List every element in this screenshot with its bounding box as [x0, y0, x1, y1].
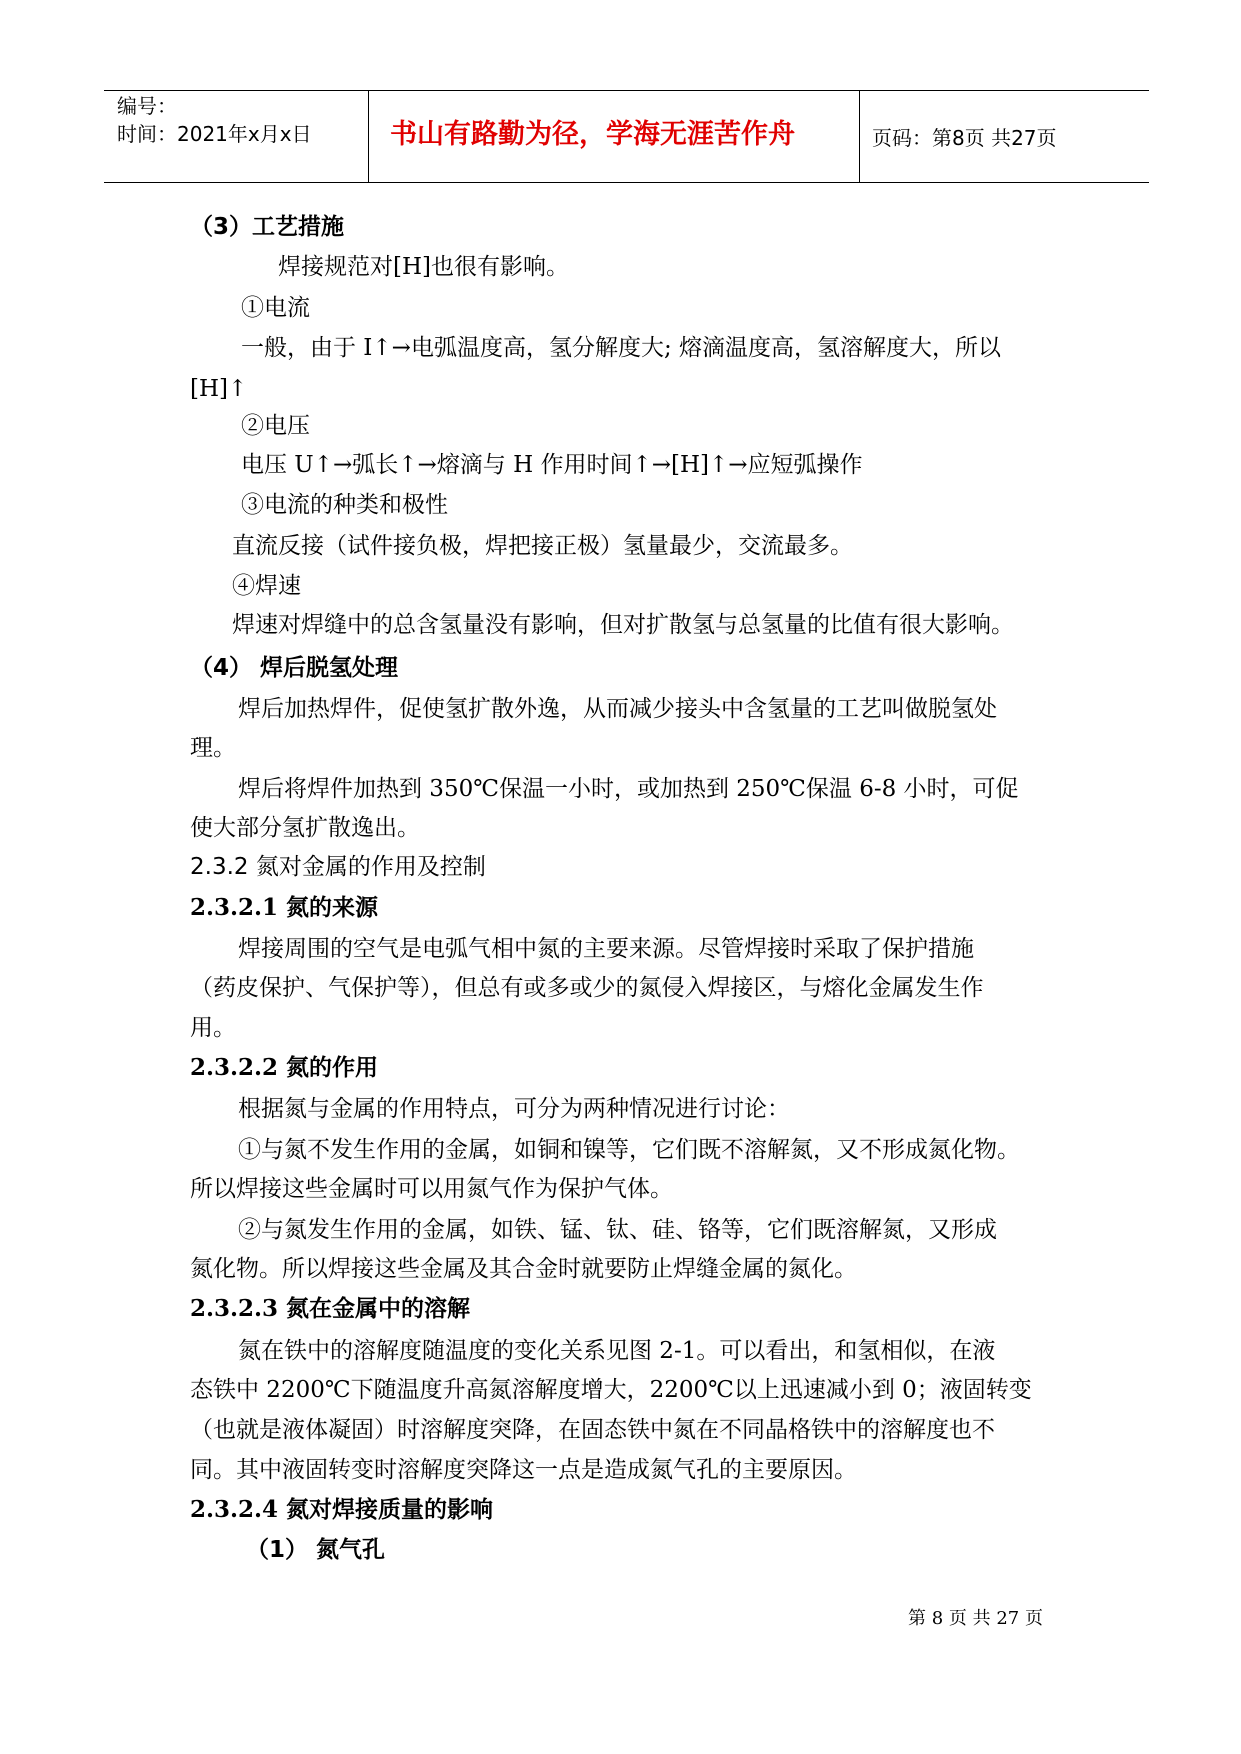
header-page-code: 页码：第8页 共27页 — [872, 126, 1057, 150]
para-line: 态铁中 2200℃下随温度升高氮溶解度增大，2200℃以上迅速减小到 0；液固转变 — [190, 1377, 1032, 1403]
header-divider-right — [859, 90, 860, 182]
para-line: 直流反接（试件接负极，焊把接正极）氢量最少，交流最多。 — [232, 533, 853, 559]
section-heading-2-3-2: 2.3.2 氮对金属的作用及控制 — [190, 854, 486, 880]
para-line: 用。 — [190, 1015, 236, 1041]
item-welding-speed: ④焊速 — [232, 573, 301, 599]
header-divider-left — [368, 90, 369, 182]
heading-dehydrogenation: （4） 焊后脱氢处理 — [190, 655, 399, 681]
para-line: 氮在铁中的溶解度随温度的变化关系见图 2-1。可以看出，和氢相似，在液 — [238, 1338, 996, 1364]
header-number-label: 编号： — [117, 94, 177, 118]
header-top-rule — [104, 90, 1149, 91]
para-line: 所以焊接这些金属时可以用氮气作为保护气体。 — [190, 1176, 673, 1202]
para-line: 电压 U↑→弧长↑→熔滴与 H 作用时间↑→[H]↑→应短弧操作 — [241, 452, 863, 478]
para-line: 焊速对焊缝中的总含氢量没有影响，但对扩散氢与总氢量的比值有很大影响。 — [232, 612, 1014, 638]
header-motto: 书山有路勤为径，学海无涯苦作舟 — [390, 119, 795, 150]
subsection-heading-2-3-2-2: 2.3.2.2 氮的作用 — [190, 1054, 379, 1081]
para-line: （药皮保护、气保护等），但总有或多或少的氮侵入焊接区，与熔化金属发生作 — [190, 975, 984, 1001]
para-line: ①与氮不发生作用的金属，如铜和镍等，它们既不溶解氮，又不形成氮化物。 — [238, 1137, 1020, 1163]
para-line: 焊接规范对[H]也很有影响。 — [278, 254, 570, 280]
header-time-label: 时间：2021年x月x日 — [117, 122, 312, 146]
para-line: 根据氮与金属的作用特点，可分为两种情况进行讨论： — [238, 1096, 790, 1122]
para-line: 焊接周围的空气是电弧气相中氮的主要来源。尽管焊接时采取了保护措施 — [238, 936, 974, 962]
para-line: 焊后将焊件加热到 350℃保温一小时，或加热到 250℃保温 6-8 小时，可促 — [238, 776, 1019, 802]
subsection-heading-2-3-2-3: 2.3.2.3 氮在金属中的溶解 — [190, 1295, 471, 1322]
para-line: 理。 — [190, 735, 236, 761]
para-line: 焊后加热焊件，促使氢扩散外逸，从而减少接头中含氢量的工艺叫做脱氢处 — [238, 696, 997, 722]
para-line: ②与氮发生作用的金属，如铁、锰、钛、硅、铬等，它们既溶解氮，又形成 — [238, 1217, 997, 1243]
para-line: 使大部分氢扩散逸出。 — [190, 815, 420, 841]
para-line: 氮化物。所以焊接这些金属及其合金时就要防止焊缝金属的氮化。 — [190, 1256, 857, 1282]
para-line: 同。其中液固转变时溶解度突降这一点是造成氮气孔的主要原因。 — [190, 1457, 857, 1483]
header-bottom-rule — [104, 182, 1149, 183]
item-nitrogen-porosity: （1） 氮气孔 — [246, 1537, 386, 1563]
para-line: （也就是液体凝固）时溶解度突降，在固态铁中氮在不同晶格铁中的溶解度也不 — [190, 1417, 995, 1443]
item-voltage: ②电压 — [241, 413, 310, 439]
para-line: [H]↑ — [190, 376, 248, 402]
subsection-heading-2-3-2-4: 2.3.2.4 氮对焊接质量的影响 — [190, 1496, 494, 1523]
item-current: ①电流 — [241, 295, 310, 321]
heading-process-measures: （3）工艺措施 — [190, 214, 345, 240]
footer-page-number: 第 8 页 共 27 页 — [908, 1608, 1043, 1629]
subsection-heading-2-3-2-1: 2.3.2.1 氮的来源 — [190, 894, 379, 921]
para-line: 一般，由于 I↑→电弧温度高，氢分解度大; 熔滴温度高，氢溶解度大，所以 — [241, 335, 1001, 361]
item-current-type: ③电流的种类和极性 — [241, 492, 448, 518]
